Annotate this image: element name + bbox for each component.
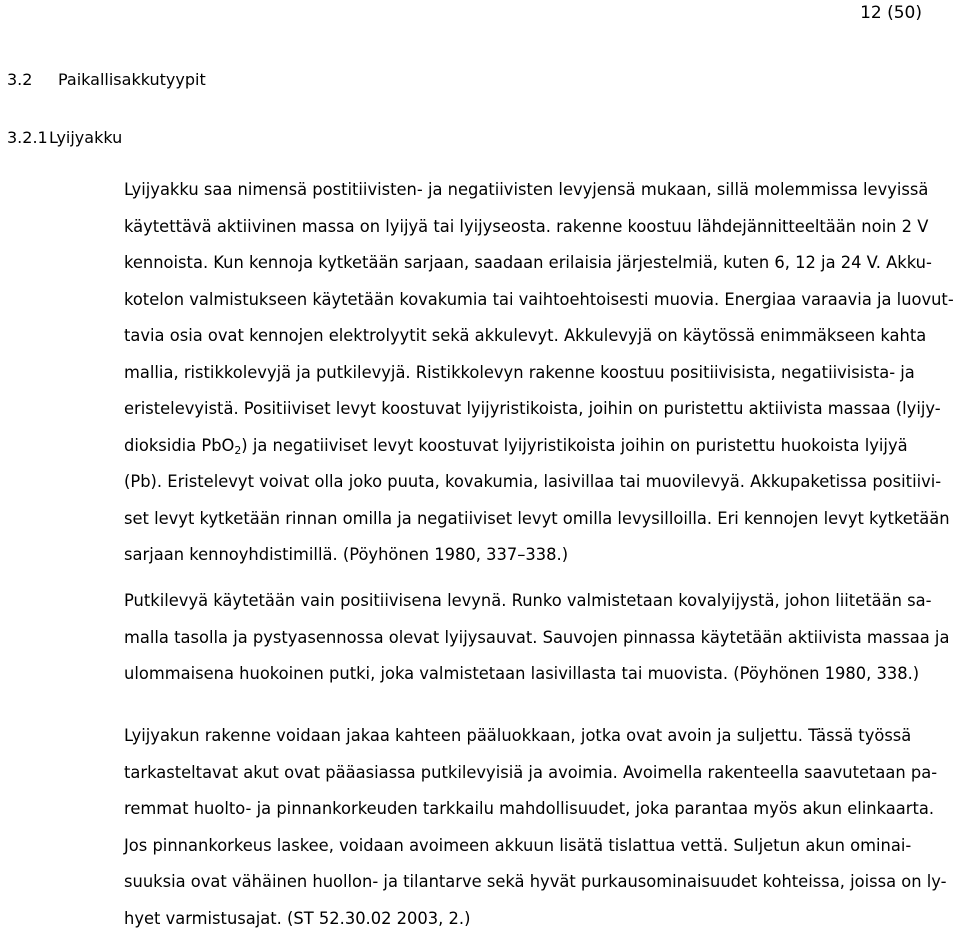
paragraph-1: [124, 172, 960, 574]
paragraph-line: malla tasolla ja pystyasennossa olevat lyijysauvat. Sauvojen pinnassa käytetään aktiivista massaa ja: [124, 620, 954, 657]
paragraph-line: tavia osia ovat kennojen elektrolyytit sekä akkulevyt. Akkulevyjä on käytössä enimmäkseen kahta: [124, 318, 954, 355]
paragraph-line: ulommaisena huokoinen putki, joka valmistetaan lasivillasta tai muovista. (Pöyhönen 1980, 338.): [124, 656, 954, 693]
formula-line: [124, 428, 954, 465]
paragraph-line: hyet varmistusajat. (ST 52.30.02 2003, 2.): [124, 901, 954, 937]
page-number: 12 (50): [860, 3, 922, 23]
subsection-title: Lyijyakku: [49, 128, 122, 147]
formula-subscript: 2: [234, 444, 241, 457]
subsection-heading: [7, 128, 122, 148]
paragraph-line: sarjaan kennoyhdistimillä. (Pöyhönen 1980, 337–338.): [124, 537, 954, 574]
paragraph-line: tarkasteltavat akut ovat pääasiassa putkilevyisiä ja avoimia. Avoimella rakenteella saavutetaan pa-: [124, 755, 954, 792]
section-title: Paikallisakkutyypit: [58, 70, 206, 89]
paragraph-line: (Pb). Eristelevyt voivat olla joko puuta, kovakumia, lasivillaa tai muovilevyä. Akkupaketissa positiivi-: [124, 464, 954, 501]
formula-text-before: dioksidia PbO: [124, 436, 234, 455]
paragraph-line: eristelevyistä. Positiiviset levyt koostuvat lyijyristikoista, joihin on puristettu aktiivista massaa (lyijy-: [124, 391, 954, 428]
formula-text-after: ) ja negatiiviset levyt koostuvat lyijyristikoista joihin on puristettu huokoista lyijyä: [241, 436, 907, 455]
paragraph-line: käytettävä aktiivinen massa on lyijyä tai lyijyseosta. rakenne koostuu lähdejännitteeltään noin 2 V: [124, 209, 954, 246]
paragraph-line: Jos pinnankorkeus laskee, voidaan avoimeen akkuun lisätä tislattua vettä. Suljetun akun ominai-: [124, 828, 954, 865]
section-heading: [7, 70, 206, 90]
section-number: 3.2: [7, 70, 58, 90]
paragraph-line: suuksia ovat vähäinen huollon- ja tilantarve sekä hyvät purkausominaisuudet kohteissa, joissa on ly-: [124, 864, 954, 901]
paragraph-line: remmat huolto- ja pinnankorkeuden tarkkailu mahdollisuudet, joka parantaa myös akun elinkaarta.: [124, 791, 954, 828]
paragraph-line: Putkilevyä käytetään vain positiivisena levynä. Runko valmistetaan kovalyijystä, johon liitetään sa-: [124, 583, 954, 620]
paragraph-line: set levyt kytketään rinnan omilla ja negatiiviset levyt omilla levysilloilla. Eri kennojen levyt kytketään: [124, 501, 954, 538]
paragraph-line: Lyijyakku saa nimensä postitiivisten- ja negatiivisten levyjensä mukaan, sillä molemmissa levyissä: [124, 172, 954, 209]
paragraph-line: kotelon valmistukseen käytetään kovakumia tai vaihtoehtoisesti muovia. Energiaa varaavia ja luovut-: [124, 282, 954, 319]
paragraph-3: [124, 718, 960, 937]
paragraph-2: [124, 583, 960, 693]
paragraph-line: mallia, ristikkolevyjä ja putkilevyjä. Ristikkolevyn rakenne koostuu positiivisista, negatiivisista- ja: [124, 355, 954, 392]
paragraph-line: Lyijyakun rakenne voidaan jakaa kahteen pääluokkaan, jotka ovat avoin ja suljettu. Tässä työssä: [124, 718, 954, 755]
subsection-number: 3.2.1: [7, 128, 49, 148]
paragraph-line: kennoista. Kun kennoja kytketään sarjaan, saadaan erilaisia järjestelmiä, kuten 6, 12 ja 24 V. Akku-: [124, 245, 954, 282]
